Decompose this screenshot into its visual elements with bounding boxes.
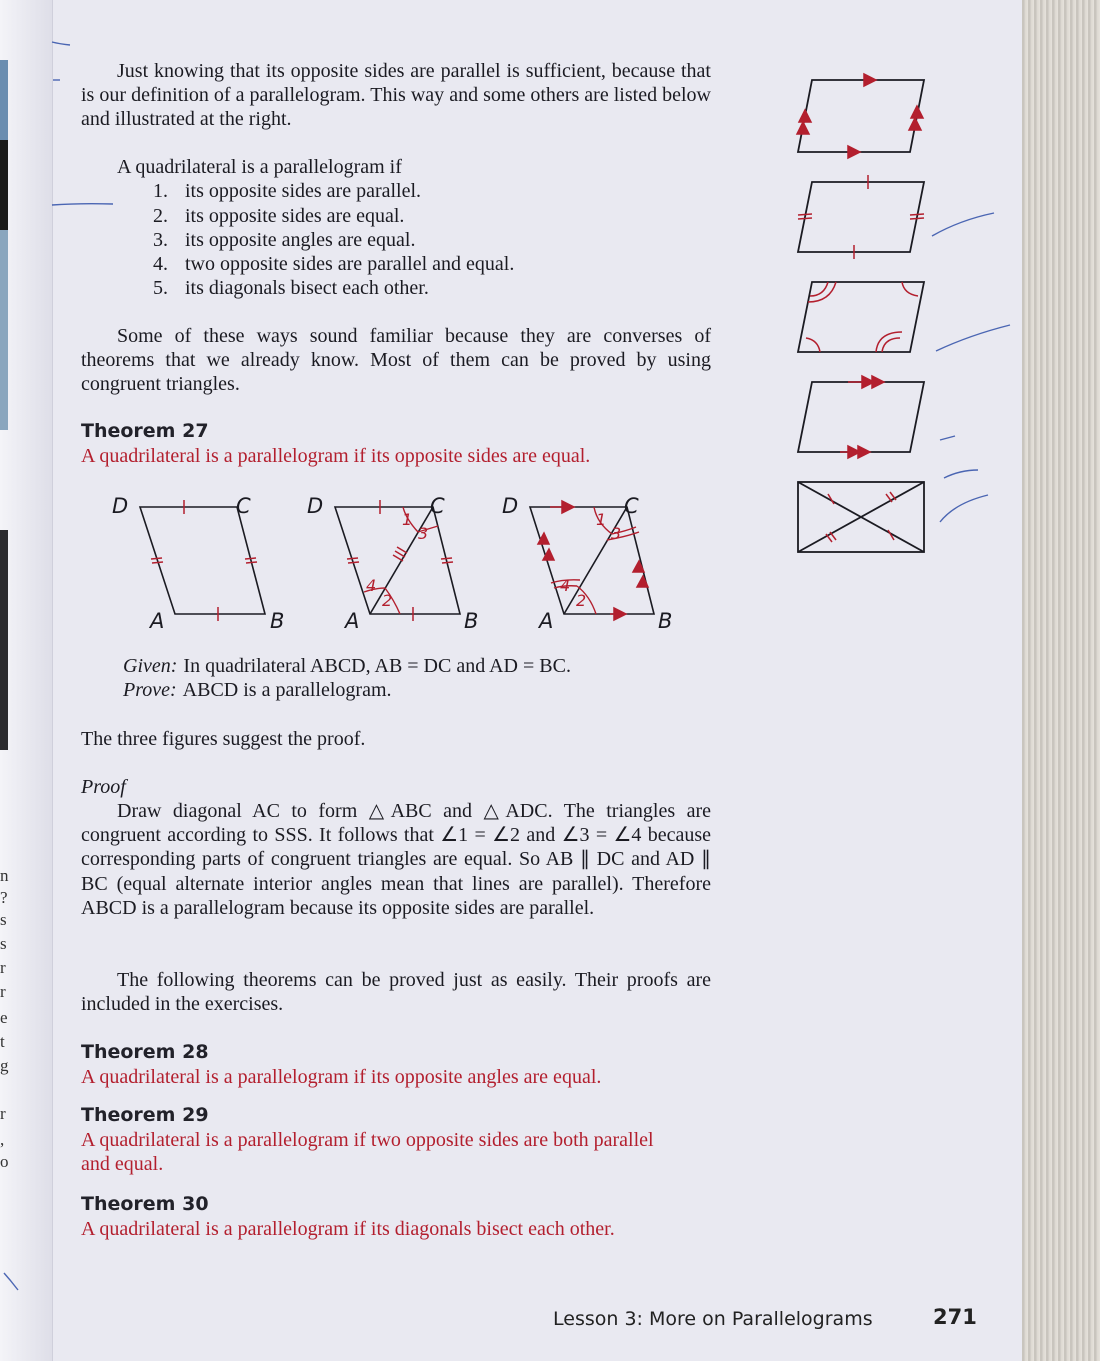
double-tick bbox=[245, 558, 256, 559]
given-text: In quadrilateral ABCD, AB = DC and AD = BC. bbox=[183, 655, 571, 677]
parallelogram-parallel-equal-sides bbox=[798, 382, 924, 452]
angle-label-1: 1 bbox=[402, 510, 413, 529]
margin-illustrations bbox=[790, 70, 930, 570]
double-tick bbox=[798, 218, 812, 219]
list-item-number: 2. bbox=[153, 204, 168, 227]
theorem-30-title: Theorem 30 bbox=[81, 1193, 209, 1215]
vertex-label-d: D bbox=[112, 494, 129, 518]
footer-lesson-title: Lesson 3: More on Parallelograms bbox=[553, 1308, 873, 1330]
prove-label: Prove: bbox=[123, 679, 177, 701]
parallel-arrow bbox=[799, 110, 811, 122]
intro-paragraph: Just knowing that its opposite sides are parallel is sufficient, because that is our definition of a parallelogram. This way and some others are listed below and illustrated at the right. bbox=[81, 60, 711, 131]
list-item-number: 1. bbox=[153, 180, 168, 203]
theorem-29-title: Theorem 29 bbox=[81, 1104, 209, 1126]
parallel-arrow bbox=[562, 501, 574, 513]
double-tick bbox=[442, 562, 453, 563]
prove-text: ABCD is a parallelogram. bbox=[182, 679, 392, 701]
list-item bbox=[117, 252, 514, 276]
double-tick bbox=[441, 558, 452, 559]
proof-label-text: Proof bbox=[81, 776, 126, 798]
angle-arc bbox=[810, 282, 828, 296]
angle-label-1: 1 bbox=[596, 510, 607, 529]
edge-letter: s bbox=[0, 934, 7, 953]
vertex-label-b: B bbox=[658, 609, 673, 633]
vertex-label-d: D bbox=[307, 494, 324, 518]
vertex-label-a: A bbox=[345, 609, 360, 633]
figures-suggest-sentence: The three figures suggest the proof. bbox=[81, 728, 366, 750]
following-paragraph: The following theorems can be proved just as easily. Their proofs are included in the exercises. bbox=[81, 969, 711, 1016]
vertex-label-a: A bbox=[539, 609, 554, 633]
double-tick bbox=[152, 562, 163, 563]
angle-label-4: 4 bbox=[366, 576, 377, 595]
parallelogram-abcd bbox=[140, 507, 265, 614]
edge-letter: s bbox=[0, 910, 7, 929]
theorem-28-statement: A quadrilateral is a parallelogram if its opposite angles are equal. bbox=[81, 1066, 602, 1088]
theorem-30-statement: A quadrilateral is a parallelogram if its diagonals bisect each other. bbox=[81, 1218, 615, 1240]
list-item-number: 3. bbox=[153, 228, 168, 251]
parallel-arrow bbox=[614, 608, 626, 620]
list-intro: A quadrilateral is a parallelogram if bbox=[117, 156, 402, 178]
edge-image-strip bbox=[0, 530, 8, 750]
list-item-number: 4. bbox=[153, 253, 168, 276]
angle-label-4: 4 bbox=[560, 576, 571, 595]
theorem-29-statement: A quadrilateral is a parallelogram if two opposite sides are both parallel and equal. bbox=[81, 1129, 654, 1176]
parallelogram-equal-sides bbox=[798, 182, 924, 252]
edge-letter: g bbox=[0, 1056, 9, 1075]
double-tick bbox=[798, 214, 812, 215]
triple-tick bbox=[395, 551, 405, 557]
list-item-text: its opposite angles are equal. bbox=[185, 228, 416, 251]
list-item bbox=[117, 276, 514, 300]
parallelogram-abcd bbox=[335, 507, 460, 614]
double-tick bbox=[246, 562, 257, 563]
edge-image-strip bbox=[0, 140, 8, 230]
double-tick bbox=[910, 218, 924, 219]
double-tick bbox=[348, 562, 359, 563]
list-item-text: two opposite sides are parallel and equal. bbox=[185, 253, 515, 276]
edge-letter: r bbox=[0, 1104, 6, 1123]
theorem-27-figures bbox=[100, 485, 720, 635]
double-tick bbox=[151, 558, 162, 559]
edge-letter: r bbox=[0, 958, 6, 977]
list-item bbox=[117, 179, 514, 203]
list-item-text: its opposite sides are equal. bbox=[185, 204, 405, 227]
angle-label-3: 3 bbox=[418, 524, 429, 543]
vertex-label-c: C bbox=[236, 494, 251, 518]
parallel-arrow bbox=[797, 122, 809, 134]
vertex-label-c: C bbox=[624, 494, 639, 518]
angle-arc bbox=[806, 338, 820, 352]
list-item-text: its opposite sides are parallel. bbox=[185, 180, 422, 203]
edge-letter: ? bbox=[0, 888, 8, 907]
given-label: Given: bbox=[123, 655, 178, 677]
edge-letter: e bbox=[0, 1008, 8, 1027]
parallelogram-conditions-list bbox=[117, 155, 514, 301]
page-number: 271 bbox=[933, 1305, 977, 1329]
edge-letter: t bbox=[0, 1032, 5, 1051]
vertex-label-b: B bbox=[270, 609, 285, 633]
triple-tick bbox=[397, 547, 407, 553]
angle-label-2: 2 bbox=[382, 591, 393, 610]
angle-arc bbox=[882, 338, 900, 352]
theorem-27-statement: A quadrilateral is a parallelogram if its opposite sides are equal. bbox=[81, 445, 591, 467]
parallel-arrow bbox=[911, 106, 923, 118]
parallelogram-parallel-sides bbox=[798, 80, 924, 152]
edge-letter: o bbox=[0, 1152, 9, 1171]
proof-body: Draw diagonal AC to form △ABC and △ADC. The triangles are congruent according to SSS. It follows that ∠1 = ∠2 and ∠3 = ∠4 because corresponding parts of congruent triangles are equal. So AB ∥ DC and AD ∥ BC (equal alternate interior angles mean that lines are parallel). Therefore ABCD is a parallelogram because its opposite sides are parallel. bbox=[81, 800, 711, 919]
list-item bbox=[117, 228, 514, 252]
double-tick bbox=[910, 214, 924, 215]
theorem-28-title: Theorem 28 bbox=[81, 1041, 209, 1063]
proof-label bbox=[81, 775, 711, 799]
edge-image-strip bbox=[0, 60, 8, 140]
parallel-arrow bbox=[848, 146, 860, 158]
vertex-label-a: A bbox=[150, 609, 165, 633]
angle-label-3: 3 bbox=[611, 524, 622, 543]
angle-label-2: 2 bbox=[576, 591, 587, 610]
edge-image-strip bbox=[0, 230, 8, 430]
vertex-label-d: D bbox=[502, 494, 519, 518]
list-item-number: 5. bbox=[153, 277, 168, 300]
converse-paragraph: Some of these ways sound familiar because they are converses of theorems that we already know. Most of them can be proved by using congruent triangles. bbox=[81, 325, 711, 396]
edge-letter: n bbox=[0, 866, 9, 885]
parallel-arrow bbox=[909, 118, 921, 130]
parallelogram-equal-angles bbox=[798, 282, 924, 352]
list-item-text: its diagonals bisect each other. bbox=[185, 277, 429, 300]
prove-statement bbox=[123, 678, 392, 702]
list-item bbox=[117, 204, 514, 228]
angle-arc bbox=[876, 332, 902, 352]
vertex-label-c: C bbox=[430, 494, 445, 518]
triple-tick bbox=[393, 555, 403, 561]
vertex-label-b: B bbox=[464, 609, 479, 633]
double-tick bbox=[347, 558, 358, 559]
angle-arc bbox=[902, 282, 918, 296]
edge-letter: r bbox=[0, 982, 6, 1001]
adjacent-page-edge bbox=[0, 0, 53, 1361]
parallel-arrow bbox=[864, 74, 876, 86]
given-statement bbox=[123, 654, 571, 678]
book-binding bbox=[1022, 0, 1100, 1361]
edge-letter: , bbox=[0, 1130, 5, 1149]
theorem-27-title: Theorem 27 bbox=[81, 420, 209, 442]
